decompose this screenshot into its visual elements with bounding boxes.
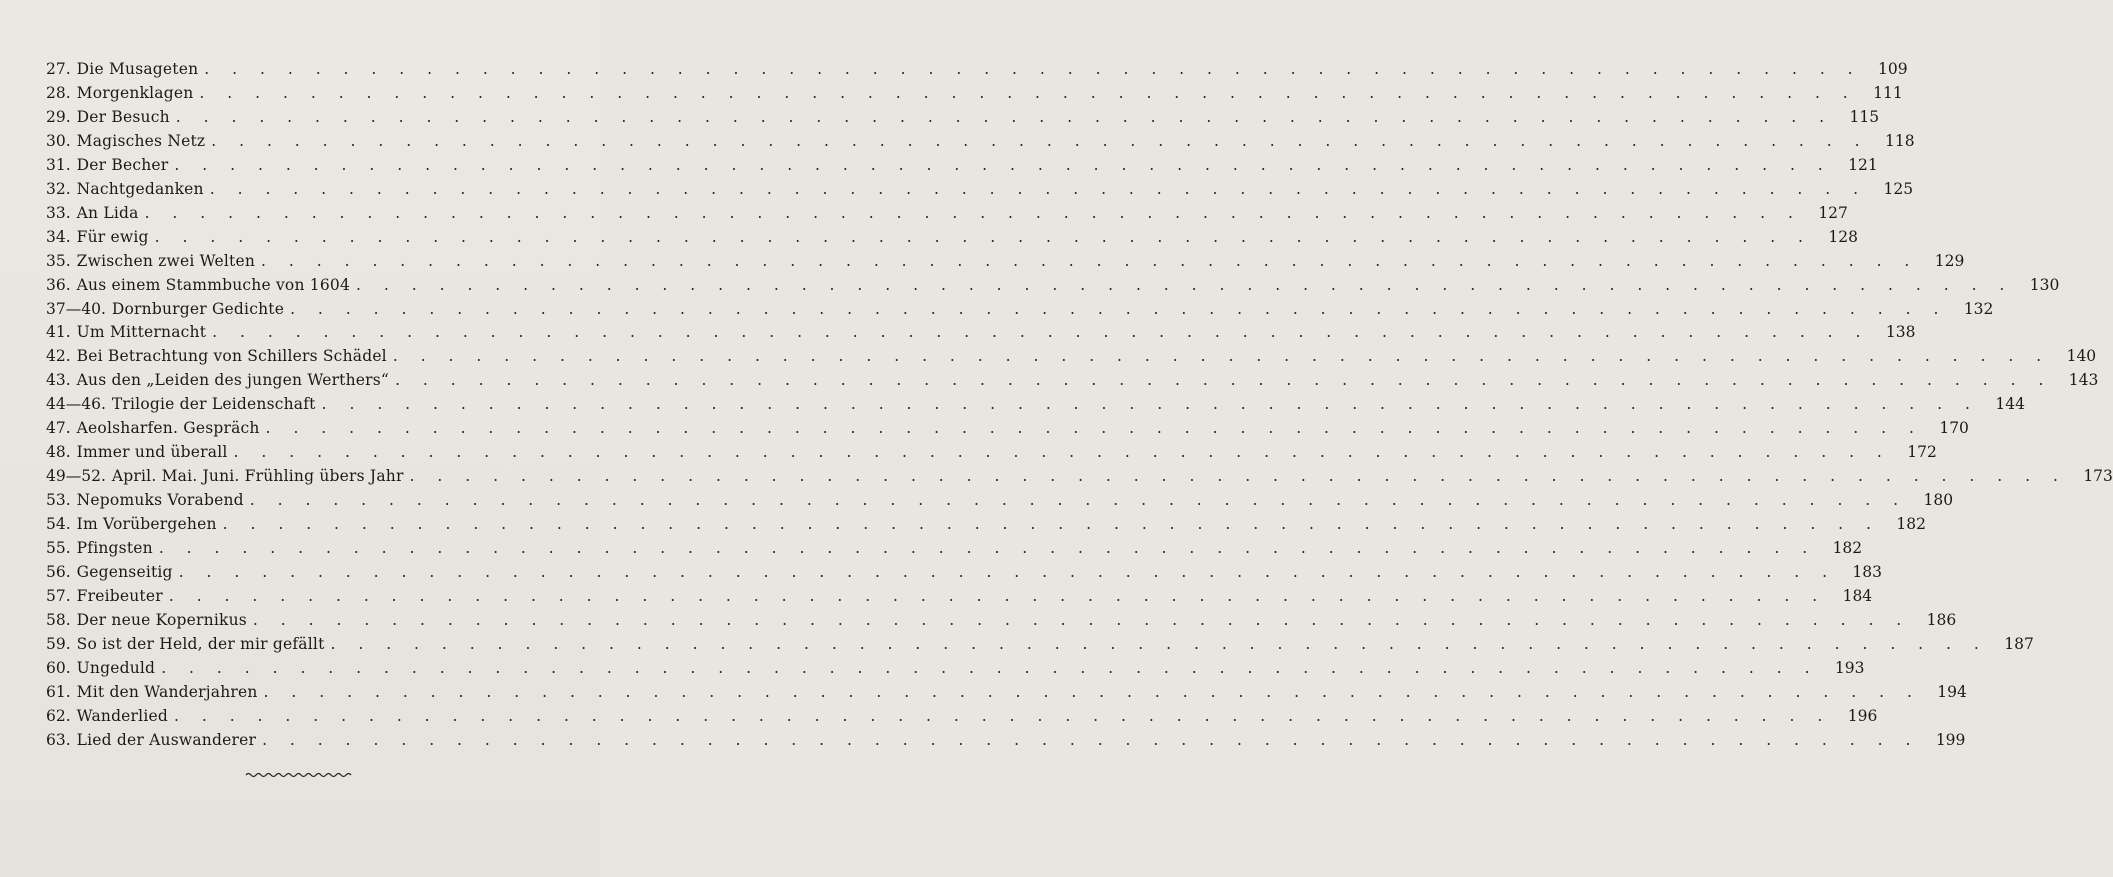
dot-leader xyxy=(331,633,1988,657)
toc-entry xyxy=(46,58,1908,82)
entry-number: 36. xyxy=(46,275,71,294)
dot-leader xyxy=(234,441,1891,465)
entry-number: 28. xyxy=(46,83,71,102)
entry-title: Der neue Kopernikus xyxy=(76,610,247,629)
dot-leader xyxy=(322,393,1979,417)
dot-leader xyxy=(410,465,2067,489)
toc-entry xyxy=(46,130,1915,154)
entry-page-number: 128 xyxy=(1828,227,1858,246)
entry-title: Für ewig xyxy=(76,227,149,246)
toc-entry xyxy=(46,226,1858,250)
entry-number: 57. xyxy=(46,586,71,605)
dot-leader xyxy=(393,345,2050,369)
entry-page-number: 109 xyxy=(1878,60,1908,78)
dot-leader xyxy=(169,585,1826,609)
dot-leader xyxy=(174,705,1831,729)
entry-number: 33. xyxy=(46,203,71,222)
table-of-contents xyxy=(46,58,2113,753)
entry-title: Immer und überall xyxy=(76,443,228,462)
entry-page-number: 183 xyxy=(1852,563,1883,582)
toc-entry xyxy=(46,250,1965,274)
dot-leader xyxy=(179,561,1836,585)
entry-title: Nepomuks Vorabend xyxy=(76,491,244,510)
wavy-rule-ornament-icon xyxy=(245,770,351,780)
toc-entry xyxy=(46,633,2034,657)
entry-title: Um Mitternacht xyxy=(76,323,207,342)
entry-title: Der Becher xyxy=(76,155,169,174)
entry-title: Nachtgedanken xyxy=(76,179,204,198)
entry-number: 61. xyxy=(46,682,71,701)
entry-number: 34. xyxy=(46,227,71,246)
entry-page-number: 184 xyxy=(1842,586,1873,605)
entry-number: 59. xyxy=(46,634,71,653)
toc-entry xyxy=(46,178,1914,202)
toc-entry xyxy=(46,393,2025,417)
dot-leader xyxy=(199,82,1856,106)
entry-number: 47. xyxy=(46,419,71,438)
entry-page-number: 173 xyxy=(2083,467,2113,486)
entry-number: 32. xyxy=(46,179,71,198)
dot-leader xyxy=(261,250,1918,274)
entry-number: 58. xyxy=(46,610,71,629)
entry-title: Gegenseitig xyxy=(76,563,173,582)
entry-title: Lied der Auswanderer xyxy=(76,730,257,749)
entry-title: Ungeduld xyxy=(76,658,156,677)
toc-entry xyxy=(46,441,1937,465)
dot-leader xyxy=(204,58,1861,82)
toc-entry xyxy=(46,465,2113,489)
entry-number: 31. xyxy=(46,155,71,174)
toc-entry xyxy=(46,298,1994,322)
entry-number: 63. xyxy=(46,730,71,749)
entry-page-number: 115 xyxy=(1849,107,1880,126)
entry-number: 35. xyxy=(46,251,71,270)
entry-number: 44—46. xyxy=(46,395,106,414)
toc-entry xyxy=(46,561,1883,585)
entry-number: 48. xyxy=(46,443,71,462)
toc-entry xyxy=(46,369,2099,393)
entry-page-number: 170 xyxy=(1939,419,1969,438)
entry-number: 62. xyxy=(46,706,71,725)
toc-entry xyxy=(46,489,1954,513)
entry-number: 43. xyxy=(46,371,71,390)
toc-entry xyxy=(46,345,2097,369)
entry-title: Der Besuch xyxy=(76,107,170,126)
toc-entry xyxy=(46,513,1926,537)
dot-leader xyxy=(159,537,1816,561)
entry-page-number: 199 xyxy=(1935,730,1966,749)
toc-entry xyxy=(46,82,1903,106)
dot-leader xyxy=(210,178,1867,202)
entry-number: 60. xyxy=(46,658,71,677)
entry-page-number: 118 xyxy=(1884,131,1915,150)
entry-number: 55. xyxy=(46,539,71,558)
entry-page-number: 138 xyxy=(1885,323,1916,342)
entry-page-number: 127 xyxy=(1818,203,1848,222)
entry-title: Aeolsharfen. Gespräch xyxy=(76,419,260,438)
dot-leader xyxy=(161,657,1818,681)
dot-leader xyxy=(266,417,1923,441)
dot-leader xyxy=(290,298,1947,322)
entry-page-number: 130 xyxy=(2029,275,2060,294)
dot-leader xyxy=(253,609,1910,633)
entry-title: Freibeuter xyxy=(76,586,163,605)
entry-number: 37—40. xyxy=(46,299,106,318)
entry-page-number: 194 xyxy=(1937,682,1967,701)
entry-page-number: 125 xyxy=(1883,179,1914,198)
entry-title: Morgenklagen xyxy=(76,83,194,102)
entry-title: Wanderlied xyxy=(76,706,168,725)
entry-title: An Lida xyxy=(76,203,139,222)
dot-leader xyxy=(264,681,1921,705)
dot-leader xyxy=(176,106,1833,130)
dot-leader xyxy=(395,369,2052,393)
entry-page-number: 196 xyxy=(1847,706,1878,725)
toc-entry xyxy=(46,585,1873,609)
toc-entry xyxy=(46,681,1967,705)
entry-number: 56. xyxy=(46,563,71,582)
dot-leader xyxy=(212,321,1869,345)
entry-number: 42. xyxy=(46,347,71,366)
entry-number: 27. xyxy=(46,60,71,78)
entry-page-number: 111 xyxy=(1873,83,1903,102)
entry-number: 30. xyxy=(46,131,71,150)
toc-entry xyxy=(46,274,2060,298)
entry-number: 54. xyxy=(46,515,71,534)
entry-title: Aus einem Stammbuche von 1604 xyxy=(76,275,351,294)
entry-page-number: 182 xyxy=(1832,539,1863,558)
entry-number: 29. xyxy=(46,107,71,126)
entry-page-number: 140 xyxy=(2066,347,2097,366)
entry-page-number: 182 xyxy=(1896,515,1926,534)
dot-leader xyxy=(211,130,1868,154)
entry-title: April. Mai. Juni. Frühling übers Jahr xyxy=(111,467,404,486)
entry-page-number: 143 xyxy=(2068,371,2099,390)
toc-entry xyxy=(46,106,1880,130)
entry-title: So ist der Held, der mir gefällt xyxy=(76,634,325,653)
toc-entry xyxy=(46,537,1863,561)
entry-page-number: 193 xyxy=(1834,658,1865,677)
entry-title: Die Musageten xyxy=(76,60,199,78)
entry-number: 53. xyxy=(46,491,71,510)
dot-leader xyxy=(223,513,1880,537)
entry-title: Pfingsten xyxy=(76,539,153,558)
entry-page-number: 172 xyxy=(1907,443,1937,462)
entry-page-number: 144 xyxy=(1995,395,2025,414)
toc-entry xyxy=(46,417,1969,441)
dot-leader xyxy=(174,154,1831,178)
toc-entry xyxy=(46,202,1848,226)
dot-leader xyxy=(356,274,2013,298)
toc-entry xyxy=(46,154,1878,178)
toc-entry xyxy=(46,609,1957,633)
dot-leader xyxy=(250,489,1907,513)
dot-leader xyxy=(155,226,1812,250)
entry-number: 41. xyxy=(46,323,71,342)
toc-entry xyxy=(46,729,1966,753)
entry-page-number: 187 xyxy=(2004,634,2034,653)
entry-title: Magisches Netz xyxy=(76,131,206,150)
dot-leader xyxy=(145,202,1802,226)
entry-title: Bei Betrachtung von Schillers Schädel xyxy=(76,347,387,366)
entry-page-number: 121 xyxy=(1848,155,1878,174)
toc-entry xyxy=(46,705,1878,729)
entry-page-number: 180 xyxy=(1923,491,1954,510)
entry-page-number: 186 xyxy=(1926,610,1957,629)
entry-title: Aus den „Leiden des jungen Werthers“ xyxy=(76,371,390,390)
toc-entry xyxy=(46,657,1865,681)
entry-title: Dornburger Gedichte xyxy=(111,299,285,318)
entry-page-number: 129 xyxy=(1934,251,1965,270)
entry-number: 49—52. xyxy=(46,467,106,486)
toc-entry xyxy=(46,321,1916,345)
entry-title: Zwischen zwei Welten xyxy=(76,251,256,270)
entry-title: Trilogie der Leidenschaft xyxy=(111,395,316,414)
entry-title: Im Vorübergehen xyxy=(76,515,217,534)
dot-leader xyxy=(262,729,1919,753)
entry-title: Mit den Wanderjahren xyxy=(76,682,258,701)
entry-page-number: 132 xyxy=(1963,299,1994,318)
